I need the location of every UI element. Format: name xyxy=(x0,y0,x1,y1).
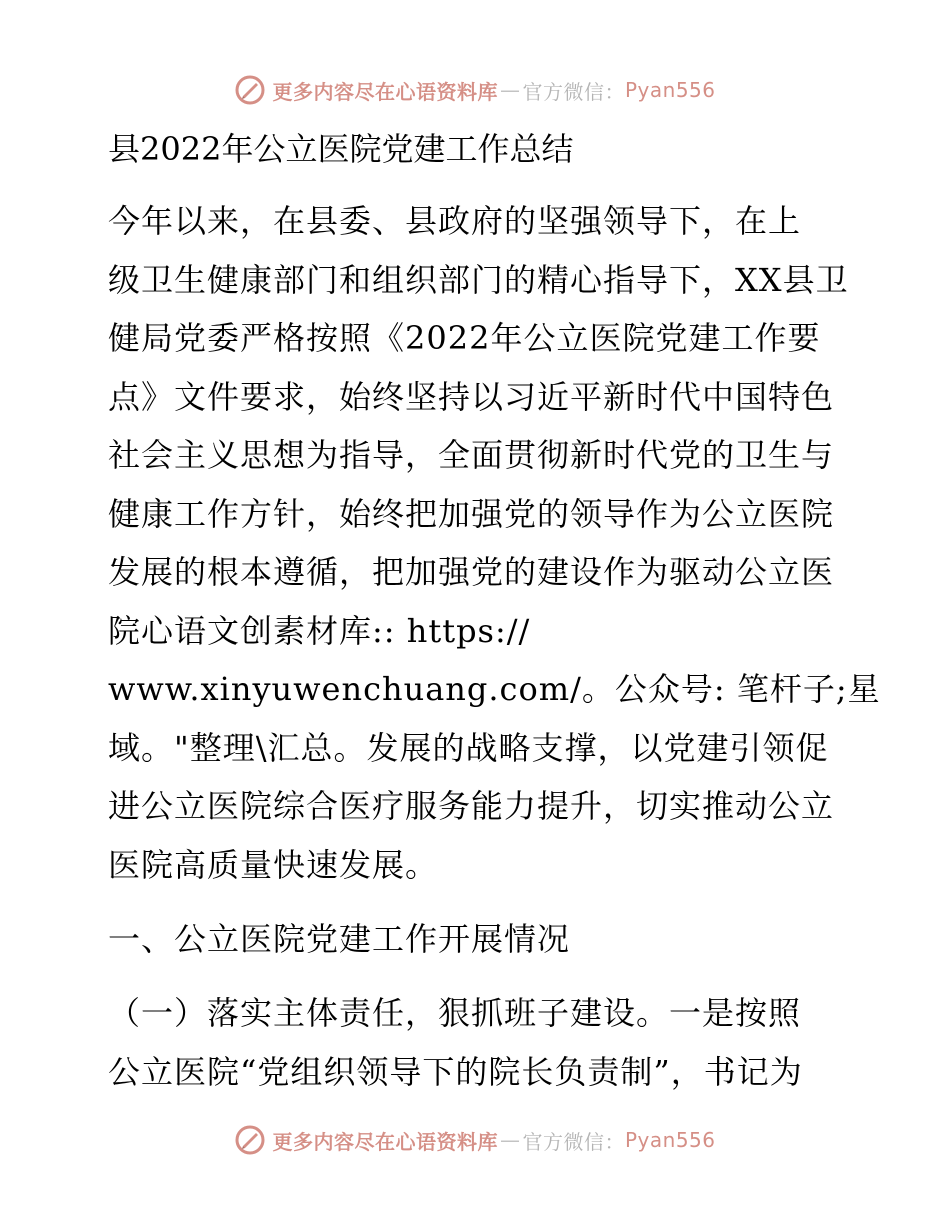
watermark-logo-icon xyxy=(234,74,266,106)
section-heading: 一、公立医院党建工作开展情况 xyxy=(108,920,571,958)
watermark-dash: — xyxy=(499,1128,521,1152)
paragraph-line: 健康工作方针，始终把加强党的领导作为公立医院 xyxy=(108,494,835,533)
paragraph-line: 级卫生健康部门和组织部门的精心指导下，XX县卫 xyxy=(108,260,849,299)
paragraph-line: 今年以来，在县委、县政府的坚强领导下，在上 xyxy=(108,202,802,240)
paragraph-line: 公立医院“党组织领导下的院长负责制”，书记为 xyxy=(108,1052,803,1091)
watermark-header xyxy=(0,70,950,110)
section-paragraph xyxy=(98,984,858,1101)
paragraph-line: 健局党委严格按照《2022年公立医院党建工作要 xyxy=(108,319,821,357)
watermark-logo-icon xyxy=(234,1124,266,1156)
watermark-main-text: 更多内容尽在心语资料库 xyxy=(272,79,498,104)
paragraph-line: 医院高质量快速发展。 xyxy=(108,845,439,884)
watermark-main-text: 更多内容尽在心语资料库 xyxy=(272,1129,498,1154)
document-title: 县2022年公立医院党建工作总结 xyxy=(108,130,574,168)
paragraph-line: 进公立医院综合医疗服务能力提升，切实推动公立 xyxy=(108,787,835,825)
intro-paragraph xyxy=(98,192,881,894)
document-body xyxy=(98,120,881,1117)
watermark-sub-text: 官方微信： xyxy=(522,79,625,104)
paragraph-line: （一）落实主体责任，狠抓班子建设。一是按照 xyxy=(108,994,802,1032)
paragraph-line: www.xinyuwenchuang.com/。公众号: 笔杆子;星 xyxy=(108,670,881,708)
watermark-dash: — xyxy=(499,78,521,102)
paragraph-line: 社会主义思想为指导，全面贯彻新时代党的卫生与 xyxy=(108,436,835,474)
paragraph-line: 院心语文创素材库:: https:// xyxy=(108,611,531,650)
watermark-sub-text: 官方微信： xyxy=(522,1129,625,1154)
paragraph-line: 发展的根本遵循，把加强党的建设作为驱动公立医 xyxy=(108,553,835,591)
watermark-wechat-id: Pyan556 xyxy=(624,1128,716,1152)
watermark-footer xyxy=(0,1120,950,1160)
watermark-wechat-id: Pyan556 xyxy=(624,78,716,102)
paragraph-line: 点》文件要求，始终坚持以习近平新时代中国特色 xyxy=(108,377,835,416)
paragraph-line: 域。"整理\汇总。发展的战略支撑，以党建引领促 xyxy=(108,728,829,767)
